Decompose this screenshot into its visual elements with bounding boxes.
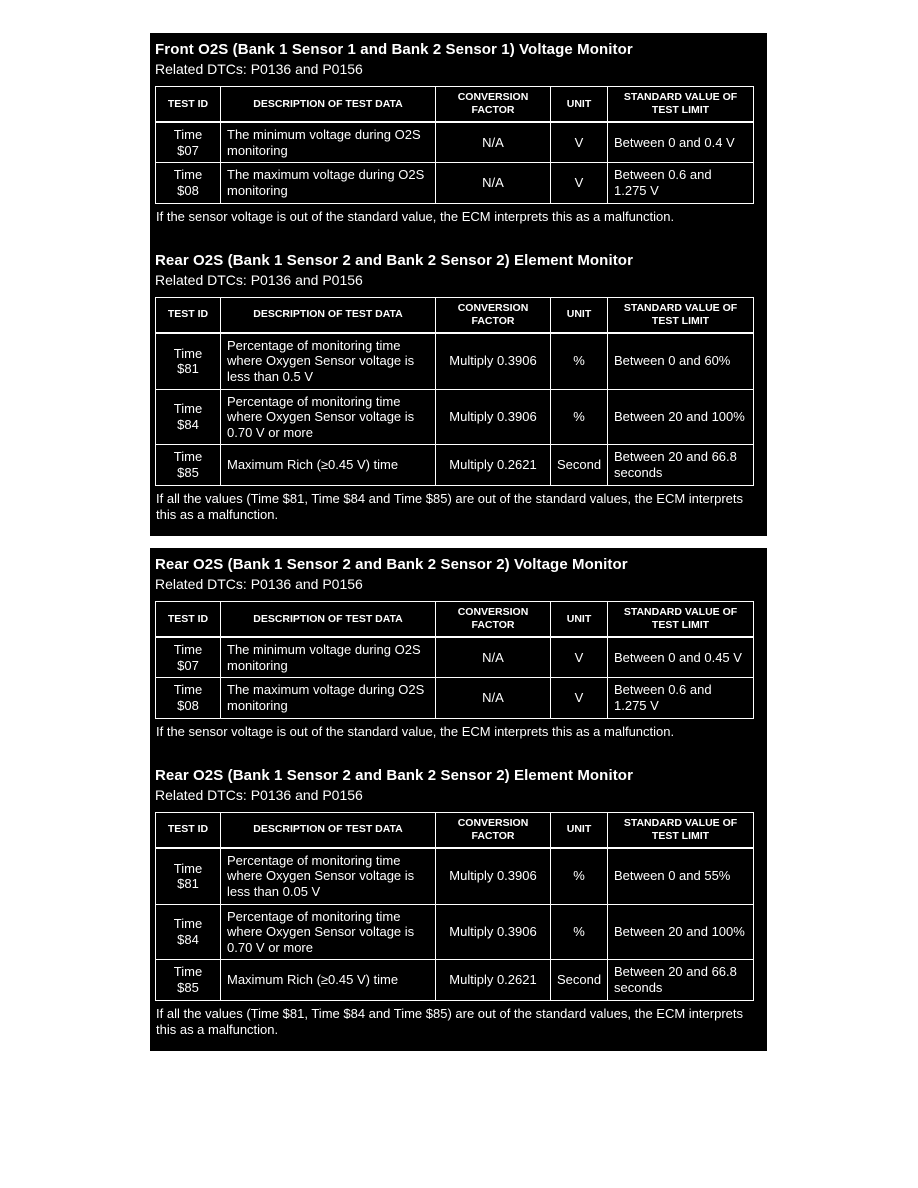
cell-test-id: Time $85 — [156, 445, 221, 485]
cell-standard-value: Between 0 and 55% — [608, 848, 754, 904]
malfunction-note: If all the values (Time $81, Time $84 and Time $85) are out of the standard values, the ECM interprets this as a malfunction. — [156, 1005, 743, 1038]
cell-standard-value: Between 0.6 and 1.275 V — [608, 163, 754, 203]
cell-unit: V — [551, 163, 608, 203]
column-header-conversion-factor: CONVERSION FACTOR — [436, 812, 551, 848]
section-rear-o2s-voltage-monitor — [155, 556, 753, 741]
cell-unit: Second — [551, 960, 608, 1000]
column-header-description: DESCRIPTION OF TEST DATA — [221, 297, 436, 333]
table-row — [156, 445, 754, 485]
cell-standard-value: Between 0.6 and 1.275 V — [608, 678, 754, 718]
column-header-conversion-factor: CONVERSION FACTOR — [436, 87, 551, 123]
column-header-conversion-factor: CONVERSION FACTOR — [436, 602, 551, 638]
cell-test-id: Time $07 — [156, 122, 221, 163]
table-header-row — [156, 297, 754, 333]
table-row — [156, 163, 754, 203]
column-header-description: DESCRIPTION OF TEST DATA — [221, 87, 436, 123]
cell-description: Percentage of monitoring time where Oxygen Sensor voltage is 0.70 V or more — [221, 389, 436, 445]
cell-description: Percentage of monitoring time where Oxygen Sensor voltage is less than 0.5 V — [221, 333, 436, 389]
cell-description: Percentage of monitoring time where Oxygen Sensor voltage is 0.70 V or more — [221, 904, 436, 960]
cell-description: The minimum voltage during O2S monitoring — [221, 122, 436, 163]
table-row — [156, 122, 754, 163]
related-dtcs: Related DTCs: P0136 and P0156 — [155, 271, 363, 288]
test-data-table — [155, 812, 754, 1001]
test-data-table — [155, 601, 754, 719]
section-title: Rear O2S (Bank 1 Sensor 2 and Bank 2 Sensor 2) Element Monitor — [155, 251, 634, 269]
table-row — [156, 389, 754, 445]
column-header-description: DESCRIPTION OF TEST DATA — [221, 602, 436, 638]
cell-conversion-factor: N/A — [436, 678, 551, 718]
column-header-test-id: TEST ID — [156, 812, 221, 848]
cell-description: Maximum Rich (≥0.45 V) time — [221, 960, 436, 1000]
table-row — [156, 960, 754, 1000]
column-header-unit: UNIT — [551, 812, 608, 848]
malfunction-note: If the sensor voltage is out of the standard value, the ECM interprets this as a malfunction. — [156, 208, 675, 224]
column-header-unit: UNIT — [551, 602, 608, 638]
test-data-table — [155, 86, 754, 204]
cell-description: Maximum Rich (≥0.45 V) time — [221, 445, 436, 485]
column-header-test-id: TEST ID — [156, 87, 221, 123]
cell-unit: % — [551, 848, 608, 904]
cell-unit: % — [551, 333, 608, 389]
test-data-table — [155, 297, 754, 486]
cell-test-id: Time $08 — [156, 163, 221, 203]
cell-conversion-factor: Multiply 0.2621 — [436, 445, 551, 485]
malfunction-note: If all the values (Time $81, Time $84 and Time $85) are out of the standard values, the ECM interprets this as a malfunction. — [156, 490, 743, 523]
cell-test-id: Time $07 — [156, 637, 221, 678]
cell-unit: V — [551, 122, 608, 163]
cell-conversion-factor: Multiply 0.3906 — [436, 904, 551, 960]
cell-standard-value: Between 0 and 0.4 V — [608, 122, 754, 163]
cell-conversion-factor: Multiply 0.3906 — [436, 848, 551, 904]
table-row — [156, 848, 754, 904]
cell-test-id: Time $84 — [156, 904, 221, 960]
column-header-test-id: TEST ID — [156, 297, 221, 333]
monitor-panel-front-o2s — [150, 33, 767, 536]
cell-standard-value: Between 20 and 66.8 seconds — [608, 960, 754, 1000]
cell-standard-value: Between 0 and 60% — [608, 333, 754, 389]
cell-conversion-factor: Multiply 0.2621 — [436, 960, 551, 1000]
cell-standard-value: Between 20 and 100% — [608, 389, 754, 445]
section-rear-o2s-element-monitor — [155, 252, 753, 525]
cell-standard-value: Between 0 and 0.45 V — [608, 637, 754, 678]
section-rear-o2s-element-monitor — [155, 767, 753, 1040]
cell-standard-value: Between 20 and 100% — [608, 904, 754, 960]
cell-test-id: Time $81 — [156, 333, 221, 389]
related-dtcs: Related DTCs: P0136 and P0156 — [155, 61, 363, 77]
table-header-row — [156, 87, 754, 123]
cell-unit: V — [551, 637, 608, 678]
section-front-o2s-voltage-monitor — [155, 41, 753, 226]
table-row — [156, 333, 754, 389]
cell-unit: % — [551, 389, 608, 445]
monitor-panel-rear-o2s — [150, 548, 767, 1051]
cell-unit: % — [551, 904, 608, 960]
cell-standard-value: Between 20 and 66.8 seconds — [608, 445, 754, 485]
cell-test-id: Time $08 — [156, 678, 221, 718]
table-row — [156, 904, 754, 960]
cell-test-id: Time $84 — [156, 389, 221, 445]
column-header-standard-value: STANDARD VALUE OF TEST LIMIT — [608, 87, 754, 123]
related-dtcs: Related DTCs: P0136 and P0156 — [155, 786, 363, 803]
cell-description: The minimum voltage during O2S monitoring — [221, 637, 436, 678]
section-title: Front O2S (Bank 1 Sensor 1 and Bank 2 Sensor 1) Voltage Monitor — [155, 41, 633, 58]
column-header-unit: UNIT — [551, 297, 608, 333]
column-header-test-id: TEST ID — [156, 602, 221, 638]
cell-description: The maximum voltage during O2S monitoring — [221, 163, 436, 203]
section-title: Rear O2S (Bank 1 Sensor 2 and Bank 2 Sensor 2) Voltage Monitor — [155, 556, 628, 573]
section-title: Rear O2S (Bank 1 Sensor 2 and Bank 2 Sensor 2) Element Monitor — [155, 766, 634, 784]
table-row — [156, 637, 754, 678]
cell-unit: Second — [551, 445, 608, 485]
cell-conversion-factor: Multiply 0.3906 — [436, 389, 551, 445]
column-header-conversion-factor: CONVERSION FACTOR — [436, 297, 551, 333]
cell-description: Percentage of monitoring time where Oxygen Sensor voltage is less than 0.05 V — [221, 848, 436, 904]
column-header-standard-value: STANDARD VALUE OF TEST LIMIT — [608, 602, 754, 638]
column-header-standard-value: STANDARD VALUE OF TEST LIMIT — [608, 297, 754, 333]
related-dtcs: Related DTCs: P0136 and P0156 — [155, 576, 363, 592]
column-header-standard-value: STANDARD VALUE OF TEST LIMIT — [608, 812, 754, 848]
column-header-unit: UNIT — [551, 87, 608, 123]
cell-conversion-factor: N/A — [436, 637, 551, 678]
cell-test-id: Time $85 — [156, 960, 221, 1000]
cell-description: The maximum voltage during O2S monitoring — [221, 678, 436, 718]
cell-unit: V — [551, 678, 608, 718]
table-header-row — [156, 602, 754, 638]
cell-conversion-factor: N/A — [436, 163, 551, 203]
column-header-description: DESCRIPTION OF TEST DATA — [221, 812, 436, 848]
cell-test-id: Time $81 — [156, 848, 221, 904]
table-row — [156, 678, 754, 718]
malfunction-note: If the sensor voltage is out of the standard value, the ECM interprets this as a malfunction. — [156, 723, 675, 739]
cell-conversion-factor: Multiply 0.3906 — [436, 333, 551, 389]
cell-conversion-factor: N/A — [436, 122, 551, 163]
table-header-row — [156, 812, 754, 848]
